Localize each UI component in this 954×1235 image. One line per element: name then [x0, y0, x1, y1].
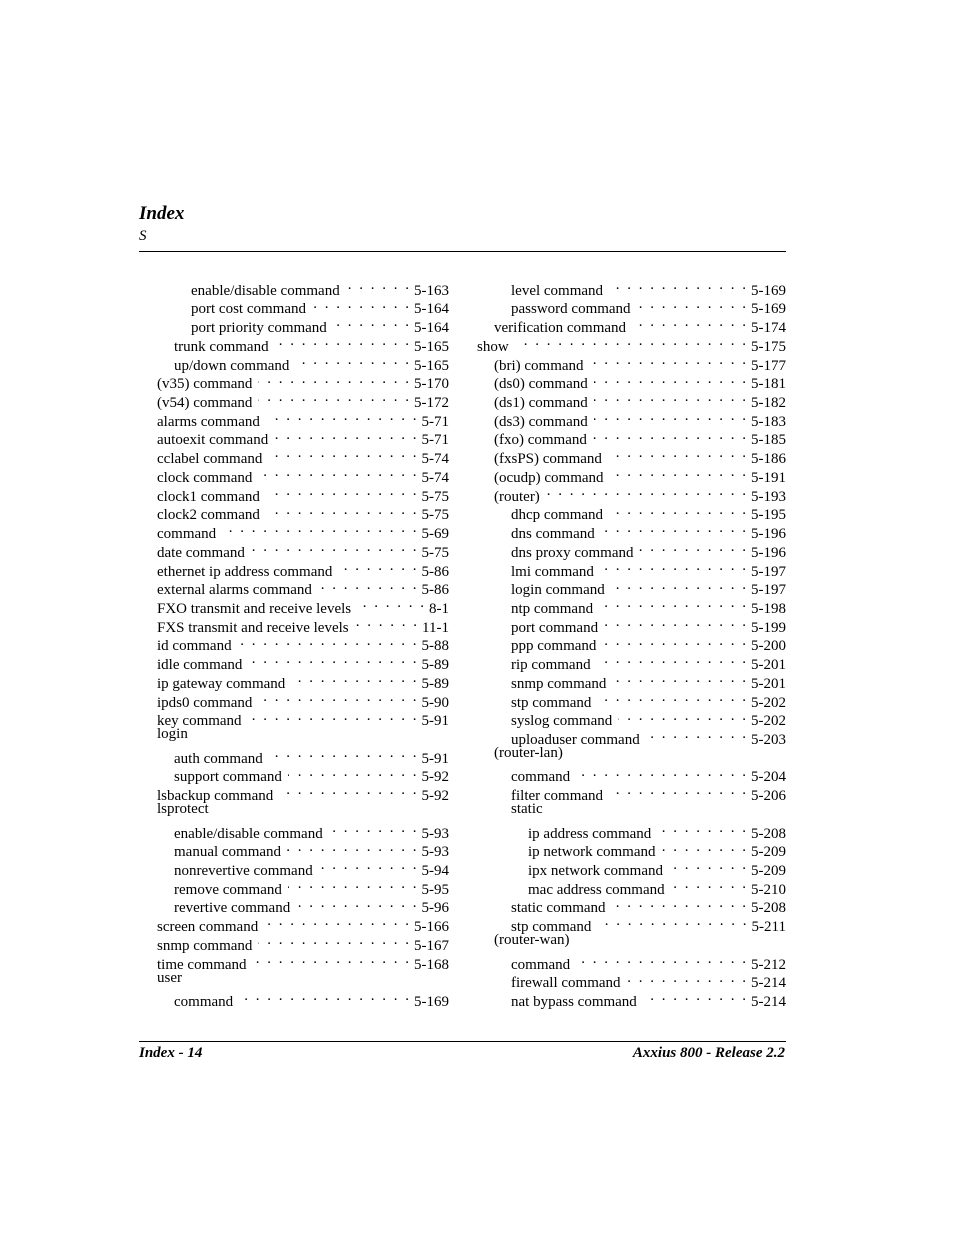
index-term: FXO transmit and receive levels: [157, 600, 352, 617]
index-term: user: [157, 969, 182, 986]
index-page-ref: 5-86: [421, 582, 449, 599]
index-term: login: [157, 726, 188, 743]
index-term: verification command: [494, 320, 627, 337]
index-page-ref: 5-165: [414, 338, 449, 355]
index-term: revertive command: [174, 900, 291, 917]
dot-leader: [608, 444, 748, 463]
index-page-ref: 5-212: [751, 956, 786, 973]
index-term: command: [511, 769, 571, 786]
dot-leader: [357, 594, 426, 613]
dot-leader: [258, 931, 411, 950]
dot-leader: [657, 819, 748, 838]
index-term: (router-lan): [494, 744, 563, 761]
index-term: (bri) command: [494, 357, 584, 374]
index-entry: [477, 819, 786, 842]
index-page-ref: 5-201: [751, 657, 786, 674]
index-page-ref: 5-172: [414, 395, 449, 412]
dot-leader: [274, 426, 418, 445]
index-term: id command: [157, 638, 232, 655]
dot-leader: [288, 763, 419, 782]
index-page-ref: 5-186: [751, 451, 786, 468]
dot-leader: [248, 650, 418, 669]
index-page-ref: 5-196: [751, 544, 786, 561]
index-term: lsbackup command: [157, 788, 274, 805]
index-term: idle command: [157, 657, 243, 674]
index-page-ref: 5-200: [751, 638, 786, 655]
index-page-ref: 5-197: [751, 582, 786, 599]
index-term: clock command: [157, 469, 253, 486]
index-entry: [157, 819, 449, 842]
index-term: show: [477, 338, 509, 355]
dot-leader: [333, 313, 411, 332]
dot-leader: [251, 538, 419, 557]
index-page-ref: 5-74: [421, 451, 449, 468]
index-term: clock1 command: [157, 488, 260, 505]
index-page-ref: 5-199: [751, 619, 786, 636]
index-term: (ds0) command: [494, 376, 588, 393]
dot-leader: [618, 707, 748, 726]
index-term: lmi command: [511, 563, 594, 580]
index-entry: [477, 931, 786, 950]
index-page-ref: 5-92: [421, 769, 449, 786]
index-column-right: [477, 276, 786, 1011]
index-page-ref: 5-96: [421, 900, 449, 917]
index-term: time command: [157, 956, 247, 973]
index-term: lsprotect: [157, 801, 209, 818]
dot-leader: [597, 688, 748, 707]
dot-leader: [291, 669, 418, 688]
index-page-ref: 5-71: [421, 432, 449, 449]
index-entry: [157, 987, 449, 1011]
index-page-ref: 5-95: [421, 881, 449, 898]
index-page-ref: 5-164: [414, 301, 449, 318]
dot-leader: [632, 313, 748, 332]
index-entry: [477, 763, 786, 786]
index-term: firewall command: [511, 975, 621, 992]
dot-leader: [258, 388, 411, 407]
index-entry: [477, 332, 786, 355]
index-term: nonrevertive command: [174, 863, 313, 879]
header-rule: [139, 251, 786, 252]
dot-leader: [238, 632, 419, 651]
index-term: (router-wan): [494, 932, 570, 949]
dot-leader: [266, 501, 419, 520]
index-page-ref: 5-208: [751, 825, 786, 842]
index-page-ref: 5-174: [751, 320, 786, 337]
index-page-ref: 5-196: [751, 526, 786, 543]
dot-leader: [279, 781, 418, 800]
dot-leader: [593, 426, 748, 445]
index-term: ntp command: [511, 600, 594, 617]
index-term: filter command: [511, 788, 604, 805]
index-entry: [477, 894, 786, 917]
dot-leader: [329, 819, 419, 838]
index-page-ref: 5-195: [751, 507, 786, 524]
footer-rule: [139, 1041, 786, 1042]
dot-leader: [248, 707, 419, 726]
index-term: remove command: [174, 881, 282, 898]
index-page-ref: 5-90: [421, 694, 449, 711]
index-page-ref: 5-183: [751, 413, 786, 430]
dot-leader: [601, 519, 748, 538]
index-column-left: [157, 276, 449, 1011]
dot-leader: [612, 894, 748, 913]
dot-leader: [611, 576, 748, 595]
index-page-ref: 5-169: [414, 994, 449, 1011]
index-term: screen command: [157, 919, 259, 936]
index-page-ref: 5-93: [421, 825, 449, 842]
index-term: up/down command: [174, 357, 290, 374]
index-term: enable/disable command: [191, 282, 340, 299]
index-page-ref: 5-191: [751, 469, 786, 486]
dot-leader: [661, 838, 748, 857]
dot-leader: [515, 332, 748, 351]
dot-leader: [602, 632, 748, 651]
index-term: external alarms command: [157, 582, 312, 599]
index-page-ref: 5-89: [421, 657, 449, 674]
dot-leader: [266, 407, 419, 426]
index-page-ref: 5-92: [421, 788, 449, 805]
index-term: mac address command: [528, 881, 665, 898]
index-term: (ocudp) command: [494, 469, 604, 486]
dot-leader: [546, 482, 748, 501]
index-page-ref: 5-75: [421, 544, 449, 561]
index-term: support command: [174, 769, 282, 786]
dot-leader: [338, 557, 418, 576]
index-term: trunk command: [174, 338, 269, 355]
index-term: alarms command: [157, 413, 260, 430]
index-page-ref: 5-164: [414, 320, 449, 337]
index-entry: [157, 276, 449, 299]
index-page-ref: 5-86: [421, 563, 449, 580]
index-entry: [477, 800, 786, 819]
index-term: ethernet ip address command: [157, 563, 333, 580]
index-page-ref: 5-204: [751, 769, 786, 786]
index-page-ref: 5-193: [751, 488, 786, 505]
dot-leader: [288, 875, 419, 894]
index-entry: [477, 276, 786, 299]
index-term: FXS transmit and receive levels: [157, 619, 349, 636]
dot-leader: [346, 276, 411, 295]
index-page-ref: 5-181: [751, 376, 786, 393]
index-term: ipx network command: [528, 863, 663, 879]
index-term: rip command: [511, 657, 591, 674]
index-term: nat bypass command: [511, 994, 637, 1011]
index-page-ref: 5-91: [421, 750, 449, 767]
index-page-ref: 5-88: [421, 638, 449, 655]
index-entry: [157, 800, 449, 819]
dot-leader: [319, 856, 419, 875]
index-term: manual command: [174, 844, 282, 861]
footer-product: Axxius 800 - Release 2.2: [632, 1045, 785, 1061]
dot-leader: [594, 370, 748, 389]
dot-leader: [295, 351, 411, 370]
index-term: snmp command: [157, 937, 253, 954]
index-page-ref: 5-75: [421, 488, 449, 505]
dot-leader: [258, 463, 418, 482]
index-term: ip address command: [528, 825, 652, 842]
index-page-ref: 5-75: [421, 507, 449, 524]
index-page-ref: 5-211: [751, 919, 786, 936]
index-term: date command: [157, 544, 245, 561]
dot-leader: [355, 613, 419, 632]
index-term: port cost command: [191, 301, 306, 318]
index-term: (v35) command: [157, 376, 253, 393]
index-page-ref: 5-206: [751, 788, 786, 805]
index-term: uploaduser command: [511, 731, 640, 748]
index-page-ref: 5-167: [414, 937, 449, 954]
dot-leader: [296, 894, 418, 913]
index-page-ref: 5-93: [421, 844, 449, 861]
index-page-ref: 5-197: [751, 563, 786, 580]
index-page-ref: 8-1: [429, 600, 449, 617]
index-page-ref: 5-198: [751, 600, 786, 617]
dot-leader: [275, 332, 411, 351]
index-page-ref: 5-168: [414, 956, 449, 973]
index-page-ref: 5-91: [421, 713, 449, 730]
index-term: cclabel command: [157, 451, 263, 468]
index-entry: [157, 744, 449, 767]
index-term: dhcp command: [511, 507, 604, 524]
dot-leader: [600, 557, 748, 576]
dot-leader: [643, 987, 748, 1006]
index-term: static: [511, 801, 543, 818]
dot-leader: [609, 276, 748, 295]
index-page-ref: 5-163: [414, 282, 449, 299]
dot-leader: [258, 688, 418, 707]
index-page-ref: 5-74: [421, 469, 449, 486]
dot-leader: [266, 482, 419, 501]
index-term: ip gateway command: [157, 675, 286, 692]
dot-leader: [646, 725, 748, 744]
index-page-ref: 5-210: [751, 881, 786, 898]
index-term: login command: [511, 582, 605, 599]
dot-leader: [604, 613, 748, 632]
dot-leader: [612, 669, 748, 688]
index-entry: [477, 351, 786, 374]
dot-leader: [576, 950, 748, 969]
index-page-ref: 11-1: [422, 619, 449, 636]
index-page-ref: 5-166: [414, 919, 449, 936]
dot-leader: [576, 763, 748, 782]
dot-leader: [610, 463, 748, 482]
index-page-ref: 5-170: [414, 376, 449, 393]
dot-leader: [318, 576, 419, 595]
index-page-ref: 5-165: [414, 357, 449, 374]
dot-leader: [287, 838, 418, 857]
index-page-ref: 5-169: [751, 301, 786, 318]
index-term: ipds0 command: [157, 694, 253, 711]
index-term: enable/disable command: [174, 825, 323, 842]
index-page-ref: 5-202: [751, 694, 786, 711]
dot-leader: [590, 351, 748, 370]
index-term: (v54) command: [157, 395, 253, 412]
index-term: clock2 command: [157, 507, 260, 524]
dot-leader: [637, 295, 748, 314]
dot-leader: [594, 407, 748, 426]
index-term: ip network command: [528, 844, 656, 861]
index-term: port command: [511, 619, 599, 636]
dot-leader: [639, 538, 748, 557]
index-term: level command: [511, 282, 604, 299]
index-page-ref: 5-203: [751, 731, 786, 748]
index-term: auth command: [174, 750, 263, 767]
dot-leader: [253, 950, 411, 969]
page-title: Index: [139, 203, 185, 224]
footer-page-number: Index - 14: [139, 1045, 203, 1061]
dot-leader: [669, 856, 748, 875]
index-term: stp command: [511, 919, 592, 936]
index-term: port priority command: [191, 320, 327, 337]
index-term: syslog command: [511, 713, 613, 730]
index-term: dns proxy command: [511, 544, 634, 561]
dot-leader: [264, 912, 411, 931]
index-page-ref: 5-177: [751, 357, 786, 374]
index-page-ref: 5-201: [751, 675, 786, 692]
section-letter: S: [139, 228, 147, 244]
index-page-ref: 5-209: [751, 844, 786, 861]
index-term: key command: [157, 713, 242, 730]
dot-leader: [671, 875, 748, 894]
index-term: (router): [494, 488, 540, 505]
index-term: static command: [511, 900, 606, 917]
dot-leader: [258, 370, 411, 389]
index-term: (ds3) command: [494, 413, 588, 430]
dot-leader: [268, 444, 418, 463]
index-page-ref: 5-208: [751, 900, 786, 917]
index-term: command: [174, 994, 234, 1011]
index-term: autoexit command: [157, 432, 269, 449]
dot-leader: [597, 912, 748, 931]
dot-leader: [269, 744, 419, 763]
index-page-ref: 5-182: [751, 395, 786, 412]
dot-leader: [312, 295, 411, 314]
dot-leader: [222, 519, 418, 538]
dot-leader: [609, 781, 748, 800]
index-page-ref: 5-185: [751, 432, 786, 449]
index-term: command: [157, 526, 217, 543]
index-term: dns command: [511, 526, 595, 543]
index-term: ppp command: [511, 638, 597, 655]
dot-leader: [597, 650, 748, 669]
dot-leader: [609, 501, 748, 520]
index-page-ref: 5-214: [751, 975, 786, 992]
index-page-ref: 5-209: [751, 863, 786, 879]
dot-leader: [239, 987, 411, 1006]
index-page-ref: 5-202: [751, 713, 786, 730]
dot-leader: [594, 388, 748, 407]
index-page-ref: 5-94: [421, 863, 449, 879]
index-page-ref: 5-214: [751, 994, 786, 1011]
index-term: (fxsPS) command: [494, 451, 602, 468]
index-term: (fxo) command: [494, 432, 587, 449]
dot-leader: [599, 594, 748, 613]
index-page-ref: 5-169: [751, 282, 786, 299]
index-term: snmp command: [511, 675, 607, 692]
index-term: stp command: [511, 694, 592, 711]
index-entry: [477, 950, 786, 973]
index-page-ref: 5-69: [421, 526, 449, 543]
index-term: password command: [511, 301, 631, 318]
index-page-ref: 5-175: [751, 338, 786, 355]
index-page-ref: 5-71: [421, 413, 449, 430]
index-term: command: [511, 956, 571, 973]
dot-leader: [627, 969, 748, 988]
index-term: (ds1) command: [494, 395, 588, 412]
index-page-ref: 5-89: [421, 675, 449, 692]
